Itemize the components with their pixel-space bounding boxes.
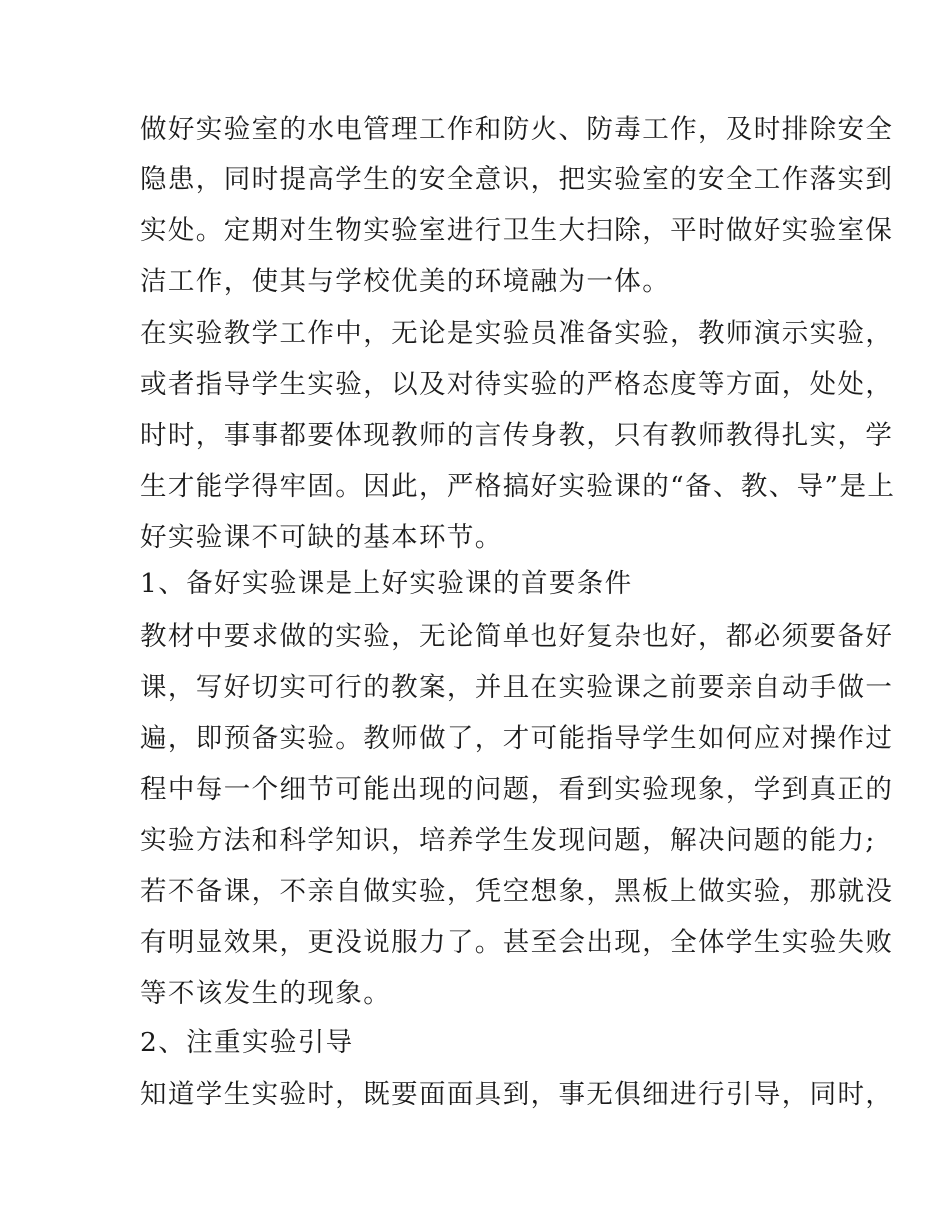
paragraph-line: 生才能学得牢固。因此，严格搞好实验课的“备、教、导”是上 bbox=[140, 471, 896, 502]
paragraph-line: 若不备课，不亲自做实验，凭空想象，黑板上做实验，那就没 bbox=[140, 876, 894, 907]
paragraph-line: 时时，事事都要体现教师的言传身教，只有教师教得扎实，学 bbox=[140, 420, 894, 451]
paragraph-line: 程中每一个细节可能出现的问题，看到实验现象，学到真正的 bbox=[140, 774, 894, 805]
paragraph-line: 做好实验室的水电管理工作和防火、防毒工作，及时排除安全 bbox=[140, 114, 894, 145]
paragraph-line: 教材中要求做的实验，无论简单也好复杂也好，都必须要备好 bbox=[140, 621, 894, 652]
paragraph-line: 等不该发生的现象。 bbox=[140, 978, 392, 1009]
paragraph-line: 隐患，同时提高学生的安全意识，把实验室的安全工作落实到 bbox=[140, 164, 894, 195]
paragraph-line: 好实验课不可缺的基本环节。 bbox=[140, 522, 503, 553]
paragraph-line: 实处。定期对生物实验室进行卫生大扫除，平时做好实验室保 bbox=[140, 215, 894, 246]
section-heading: 2、注重实验引导 bbox=[140, 1027, 354, 1058]
paragraph-line: 实验方法和科学知识，培养学生发现问题，解决问题的能力; bbox=[140, 825, 876, 856]
paragraph-line: 知道学生实验时，既要面面具到，事无俱细进行引导，同时， bbox=[140, 1079, 894, 1110]
section-heading: 1、备好实验课是上好实验课的首要条件 bbox=[140, 568, 633, 599]
paragraph-line: 在实验教学工作中，无论是实验员准备实验，教师演示实验， bbox=[140, 318, 894, 349]
paragraph-line: 或者指导学生实验，以及对待实验的严格态度等方面，处处， bbox=[140, 369, 894, 400]
paragraph-line: 课，写好切实可行的教案，并且在实验课之前要亲自动手做一 bbox=[140, 672, 894, 703]
paragraph-line: 洁工作，使其与学校优美的环境融为一体。 bbox=[140, 266, 671, 297]
paragraph-line: 遍，即预备实验。教师做了，才可能指导学生如何应对操作过 bbox=[140, 723, 894, 754]
paragraph-line: 有明显效果，更没说服力了。甚至会出现，全体学生实验失败 bbox=[140, 927, 894, 958]
